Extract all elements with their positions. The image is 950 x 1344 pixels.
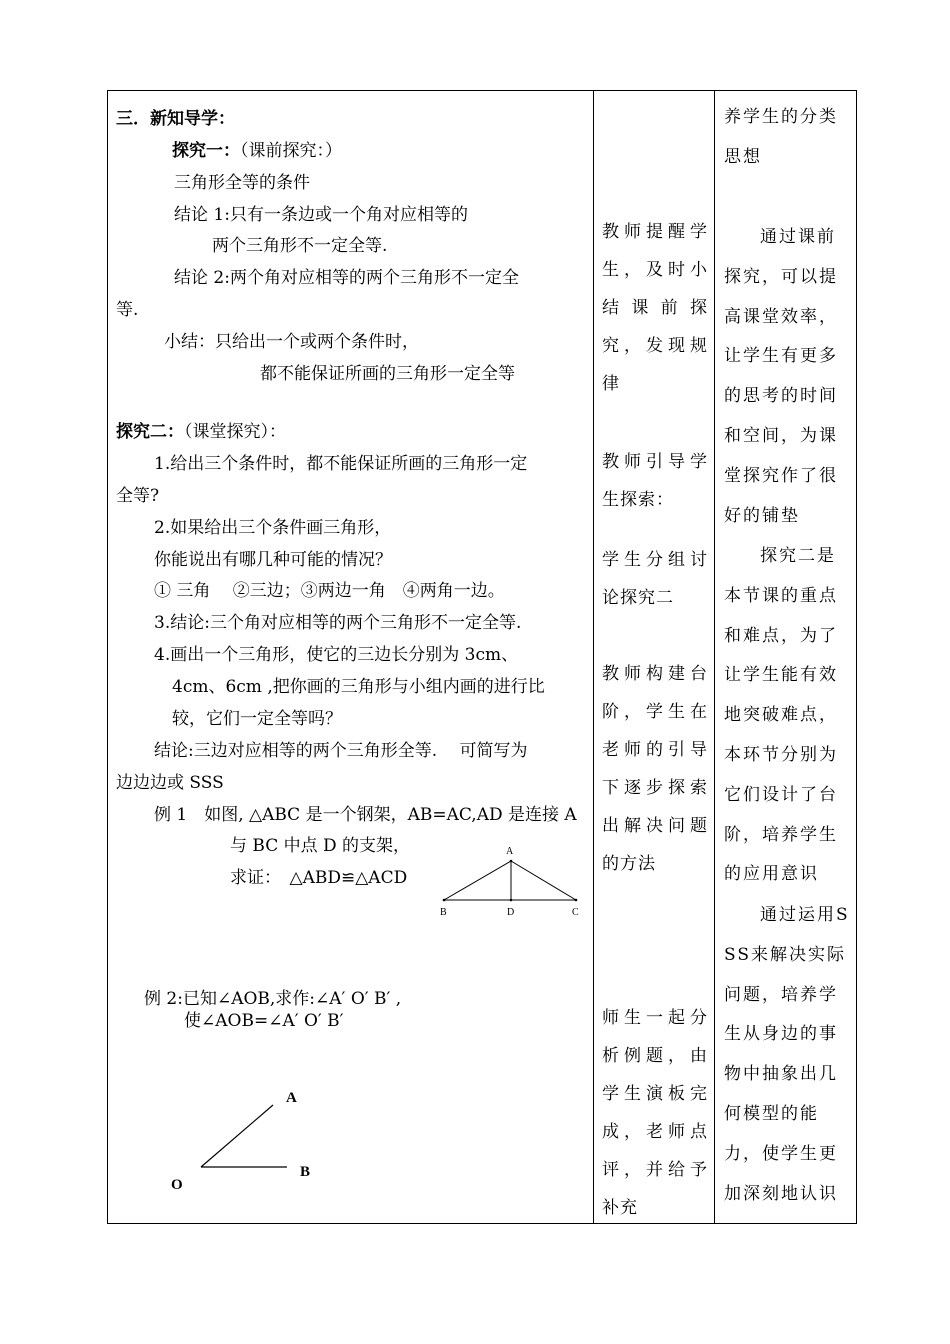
explore2-label: 探究二： (116, 422, 184, 442)
ray-oa (201, 1105, 273, 1167)
topic-line: 三角形全等的条件 (174, 173, 310, 193)
column-divider-1 (593, 91, 594, 1223)
conclusion2-line-b: 等. (116, 300, 139, 320)
label-d: D (507, 907, 515, 918)
summary-line-a: 小结：只给出一个或两个条件时， (164, 332, 419, 352)
activity-note-1: 教师提醒学生，及时小结课前探究，发现规律 (602, 222, 708, 394)
activity-note-2: 教师引导学生探索： (602, 452, 708, 510)
question2-options: ① 三角 ②三边；③两边一角 ④两角一边。 (154, 581, 505, 601)
example1-line-b: 与 BC 中点 D 的支架， (230, 836, 411, 856)
activity-note-4: 教师构建台阶，学生在老师的引导下逐步探索出解决问题的方法 (602, 664, 708, 874)
example2-line-b: 使∠AOB=∠A′ O′ B′ (184, 1011, 344, 1031)
intent-note-2: 通过课前探究，可以提高课堂效率，让学生有更多的思考的时间和空间，为课堂探究作了很好的铺垫 (724, 227, 838, 526)
label-c: C (572, 907, 579, 918)
intent-note-3: 探究二是本节课的重点和难点，为了让学生能有效地突破难点，本环节分别为它们设计了台阶，培养学生的应用意识 (724, 546, 838, 885)
label-b: B (300, 1164, 311, 1180)
edge-ac (511, 861, 576, 900)
label-b: B (440, 907, 447, 918)
conclusion1-line-a: 结论 1:只有一条边或一个角对应相等的 (174, 205, 468, 225)
example2-line-a: 例 2:已知∠AOB,求作:∠A′ O′ B′ , (144, 989, 402, 1009)
question1-line-b: 全等? (116, 486, 160, 506)
explore2-line (116, 422, 286, 442)
point-d (510, 899, 513, 902)
sss-conclusion-line-a: 结论:三边对应相等的两个三角形全等. 可简写为 (154, 741, 528, 761)
triangle-abc-figure (434, 841, 584, 921)
edge-ab (444, 861, 511, 900)
question4-line-c: 较，它们一定全等吗？ (172, 709, 342, 729)
point-b (443, 899, 446, 902)
label-a: A (286, 1090, 297, 1106)
question4-line-a: 4.画出一个三角形，使它的三边长分别为 3cm、 (154, 645, 519, 665)
question2-line-a: 2.如果给出三个条件画三角形， (154, 518, 392, 538)
column-divider-2 (714, 91, 715, 1223)
activity-note-3: 学生分组讨论探究二 (602, 550, 708, 608)
explore1-label: 探究一： (172, 141, 240, 161)
sss-conclusion-line-b: 边边边或 SSS (116, 773, 224, 793)
question3-line: 3.结论:三个角对应相等的两个三角形不一定全等. (154, 613, 522, 633)
example1-line-c: 求证： △ABD≌△ACD (230, 868, 408, 888)
question4-line-b: 4cm、6cm ,把你画的三角形与小组内画的进行比 (172, 677, 545, 697)
angle-aob-figure (163, 1081, 343, 1196)
summary-line-b: 都不能保证所画的三角形一定全等 (260, 364, 515, 384)
example1-line-a: 例 1 如图, △ABC 是一个钢架，AB=AC,AD 是连接 A (154, 805, 577, 825)
explore1-note: （课前探究：） (240, 141, 342, 161)
intent-note-1: 养学生的分类思想 (724, 107, 838, 167)
point-a (510, 860, 513, 863)
intent-note-4: 通过运用SSS来解决实际问题，培养学生从身边的事物中抽象出几何模型的能力，使学生更加深刻地认识 (724, 905, 850, 1204)
activity-note-5: 师生一起分析例题，由学生演板完成，老师点评，并给予补充 (602, 1008, 708, 1218)
point-c (575, 899, 578, 902)
explore1-line (172, 141, 342, 161)
lesson-plan-table (107, 90, 857, 1224)
conclusion2-line-a: 结论 2:两个角对应相等的两个三角形不一定全 (174, 268, 519, 288)
label-o: O (171, 1177, 183, 1193)
conclusion1-line-b: 两个三角形不一定全等. (212, 236, 388, 256)
section-heading: 三．新知导学： (116, 109, 235, 129)
question2-line-b: 你能说出有哪几种可能的情况？ (154, 550, 392, 570)
label-a: A (506, 846, 514, 857)
question1-line-a: 1.给出三个条件时，都不能保证所画的三角形一定 (154, 454, 528, 474)
explore2-note: （课堂探究）： (184, 422, 286, 442)
